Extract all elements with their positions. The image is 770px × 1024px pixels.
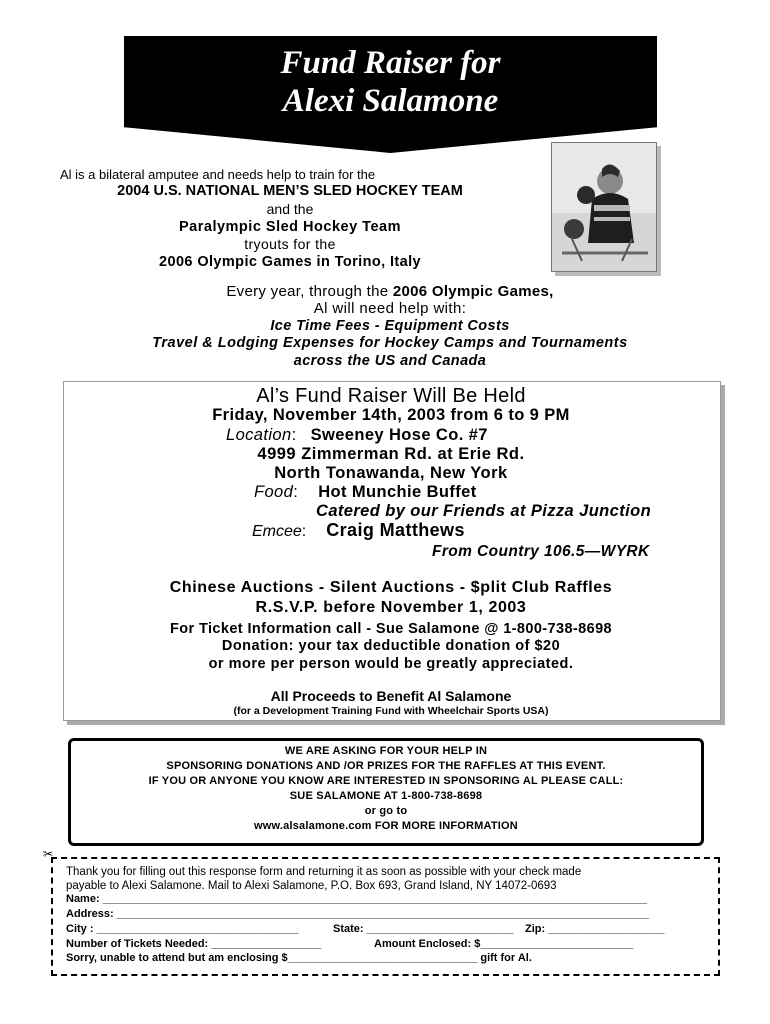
intro-paralympic-team: Paralympic Sled Hockey Team [179, 219, 401, 235]
event-proceeds: All Proceeds to Benefit Al Salamone [270, 688, 512, 704]
food-label: Food [254, 483, 294, 501]
form-city-field[interactable]: City : _________________________________ [66, 923, 299, 935]
food-sep: : [293, 483, 299, 501]
emcee-sep: : [301, 523, 307, 540]
form-state-field[interactable]: State: ________________________ [333, 923, 514, 935]
hockey-player-photo [551, 142, 657, 272]
sponsor-line-2: SPONSORING DONATIONS AND /OR PRIZES FOR THE RAFFLES AT THIS EVENT. [166, 760, 606, 772]
needs-line-2: Al will need help with: [313, 300, 467, 317]
intro-and-the: and the [266, 201, 314, 217]
form-amount-field[interactable]: Amount Enclosed: $_________________________ [374, 938, 634, 950]
form-gift-field[interactable]: Sorry, unable to attend but am enclosing $_______________________________ gift for Al. [66, 952, 532, 964]
sponsor-website: www.alsalamone.com FOR MORE INFORMATION [254, 820, 518, 832]
event-ticket-info: For Ticket Information call - Sue Salamone @ 1-800-738-8698 [169, 621, 612, 637]
event-location [226, 426, 488, 445]
emcee-value: Craig Matthews [326, 520, 465, 540]
form-intro-2: payable to Alexi Salamone. Mail to Alexi Salamone, P.O. Box 693, Grand Island, NY 14072-0693 [66, 880, 557, 892]
needs-travel: Travel & Lodging Expenses for Hockey Camps and Tournaments [152, 335, 628, 351]
sponsor-phone: SUE SALAMONE AT 1-800-738-8698 [289, 790, 483, 802]
sponsor-or-go-to: or go to [364, 805, 408, 817]
event-rsvp: R.S.V.P. before November 1, 2003 [255, 599, 527, 616]
event-auctions: Chinese Auctions - Silent Auctions - $plit Club Raffles [169, 579, 613, 596]
event-appreciated: or more per person would be greatly appreciated. [208, 656, 574, 672]
needs-across: across the US and Canada [293, 353, 487, 369]
form-tickets-field[interactable]: Number of Tickets Needed: __________________ [66, 938, 322, 950]
event-date: Friday, November 14th, 2003 from 6 to 9 PM [212, 406, 570, 424]
needs-line-1-text: Every year, through the [226, 283, 393, 300]
event-donation: Donation: your tax deductible donation of $20 [221, 638, 561, 654]
needs-line-1 [90, 283, 690, 300]
emcee-label: Emcee [252, 523, 302, 540]
event-heading: Al’s Fund Raiser Will Be Held [256, 385, 526, 407]
intro-line-1: Al is a bilateral amputee and needs help to train for the [60, 167, 376, 182]
form-name-field[interactable]: Name: _________________________________________________________________________________________ [66, 893, 648, 905]
location-sep: : [291, 426, 297, 444]
event-proceeds-sub: (for a Development Training Fund with Wheelchair Sports USA) [233, 705, 549, 717]
event-address-2: North Tonawanda, New York [274, 464, 508, 482]
event-food [254, 483, 477, 502]
intro-olympic-games: 2006 Olympic Games in Torino, Italy [159, 254, 421, 270]
intro-team-2004: 2004 U.S. NATIONAL MEN’S SLED HOCKEY TEAM [117, 183, 463, 199]
intro-tryouts: tryouts for the [244, 236, 336, 252]
sponsor-line-3: IF YOU OR ANYONE YOU KNOW ARE INTERESTED IN SPONSORING AL PLEASE CALL: [148, 775, 624, 787]
location-label: Location [226, 426, 292, 444]
needs-fees: Ice Time Fees - Equipment Costs [270, 318, 510, 334]
event-catered: Catered by our Friends at Pizza Junction [316, 502, 652, 520]
needs-olympic-emphasis: 2006 Olympic Games, [392, 283, 554, 300]
form-zip-field[interactable]: Zip: ___________________ [525, 923, 665, 935]
location-value: Sweeney Hose Co. #7 [310, 426, 488, 444]
form-address-field[interactable]: Address: _______________________________________________________________________________________ [66, 908, 649, 920]
title-line-2: Alexi Salamone [282, 83, 499, 119]
sponsor-line-1: WE ARE ASKING FOR YOUR HELP IN [284, 745, 488, 757]
form-intro-1: Thank you for filling out this response form and returning it as soon as possible with your check made [66, 866, 582, 878]
event-address-1: 4999 Zimmerman Rd. at Erie Rd. [257, 445, 525, 463]
scissors-icon: ✂ [43, 847, 54, 861]
food-value: Hot Munchie Buffet [318, 483, 477, 501]
emcee-station: From Country 106.5—WYRK [432, 543, 650, 560]
event-emcee [252, 520, 465, 541]
title-line-1: Fund Raiser for [280, 45, 501, 81]
